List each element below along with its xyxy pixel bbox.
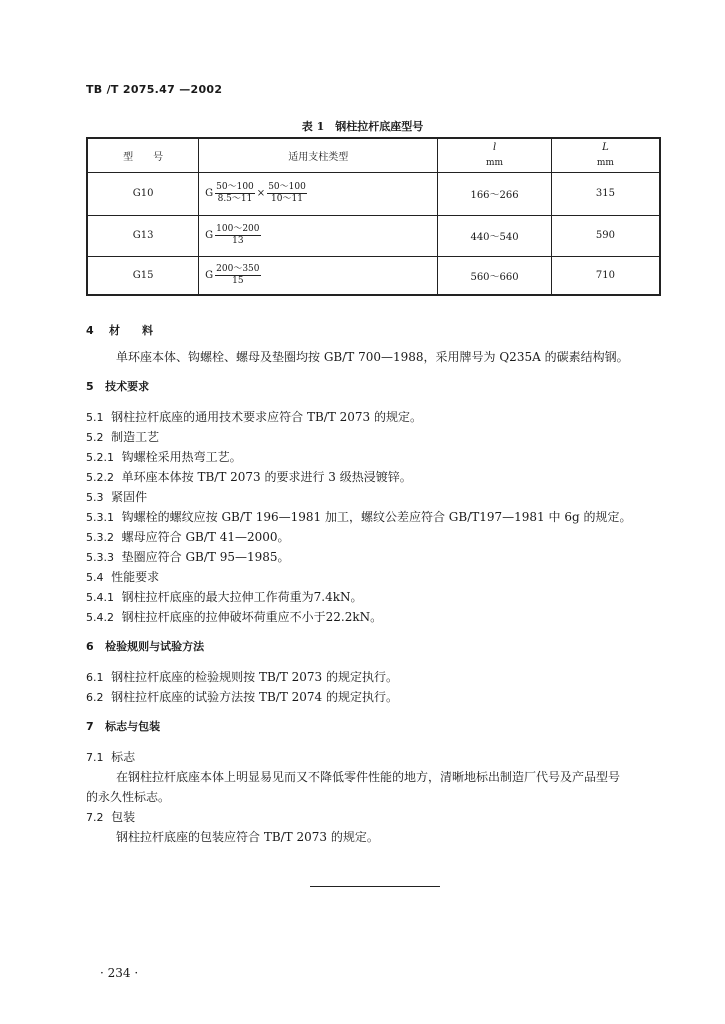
clause-6-2 [86, 688, 398, 705]
clause-text: 单环座本体按 TB/T 2073 的要求进行 3 级热浸镀锌。 [121, 470, 412, 484]
table-caption: 表 1 钢柱拉杆底座型号 [301, 120, 424, 133]
clause-text: 钩螺栓采用热弯工艺。 [121, 450, 242, 464]
clause-number: 5.1 [86, 411, 104, 424]
formula-prefix: G [205, 269, 214, 281]
fraction-denominator: 13 [232, 236, 244, 246]
section-4-heading [86, 322, 153, 338]
cell-L: 315 [551, 172, 660, 215]
fraction-numerator: 100～200 [216, 224, 260, 234]
header-pillar-type: 适用支柱类型 [199, 138, 438, 172]
clause-5-3-3 [86, 548, 290, 565]
section-title: 技术要求 [105, 380, 150, 393]
clause-number: 5.4.1 [86, 591, 114, 604]
clause-5-3-2 [86, 528, 290, 545]
clause-7-1-body-line-2: 的永久性标志。 [86, 790, 171, 804]
clause-5-3 [86, 488, 147, 505]
cell-model: G15 [87, 256, 199, 295]
clause-text: 紧固件 [111, 490, 148, 504]
clause-5-4-2 [86, 608, 382, 625]
clause-text: 钢柱拉杆底座的检验规则按 TB/T 2073 的规定执行。 [111, 670, 398, 684]
header-l-symbol: l [492, 142, 497, 154]
clause-5-1 [86, 408, 422, 425]
clause-text: 包装 [111, 810, 136, 824]
section-number: 6 [86, 640, 94, 653]
clause-number: 7.1 [86, 751, 104, 764]
clause-7-1-body-line-1: 在钢柱拉杆底座本体上明显易见而又不降低零件性能的地方，清晰地标出制造厂代号及产品型号 [116, 770, 621, 784]
fraction-numerator: 50～100 [216, 182, 254, 192]
cell-pillar-formula [199, 256, 438, 295]
section-4-text: 单环座本体、钩螺栓、螺母及垫圈均按 GB/T 700—1988，采用牌号为 Q235A 的碳素结构钢。 [116, 350, 629, 364]
section-title: 材 料 [108, 324, 153, 337]
fraction-numerator: 200～350 [216, 263, 260, 274]
times-sign: × [256, 188, 266, 199]
fraction [215, 182, 255, 205]
section-7-heading [86, 718, 160, 734]
model-table [86, 137, 661, 296]
clause-number: 5.3 [86, 491, 104, 504]
cell-model: G13 [87, 215, 199, 256]
table-row [87, 256, 660, 295]
cell-L: 590 [551, 215, 660, 256]
header-l-unit: mm [486, 158, 504, 169]
clause-text: 钢柱拉杆底座的拉伸破坏荷重应不小于22.2kN。 [121, 610, 383, 624]
clause-number: 5.4.2 [86, 611, 114, 624]
fraction [267, 182, 307, 205]
cell-l: 440～540 [438, 215, 552, 256]
clause-5-3-1 [86, 508, 631, 525]
header-L-unit: mm [596, 158, 614, 169]
clause-5-4 [86, 568, 159, 585]
table-row [87, 172, 660, 215]
clause-7-2-body: 钢柱拉杆底座的包装应符合 TB/T 2073 的规定。 [116, 830, 379, 844]
clause-text: 钢柱拉杆底座的试验方法按 TB/T 2074 的规定执行。 [111, 690, 398, 704]
clause-7-1 [86, 748, 135, 765]
clause-5-4-1 [86, 588, 363, 605]
clause-5-2-2 [86, 468, 412, 485]
clause-5-2 [86, 428, 159, 445]
fraction-denominator: 15 [232, 275, 244, 286]
section-number: 4 [86, 324, 94, 337]
fraction [215, 264, 260, 287]
clause-number: 6.2 [86, 691, 104, 704]
clause-number: 5.2.2 [86, 471, 114, 484]
fraction-denominator: 8.5～11 [217, 194, 253, 204]
cell-l: 560～660 [438, 256, 552, 295]
clause-text: 钢柱拉杆底座的最大拉伸工作荷重为7.4kN。 [121, 590, 363, 604]
clause-text: 钩螺栓的螺纹应按 GB/T 196—1981 加工，螺纹公差应符合 GB/T197—1981 中 6g 的规定。 [121, 510, 632, 524]
section-title: 检验规则与试验方法 [105, 640, 205, 653]
clause-number: 5.4 [86, 571, 104, 584]
standard-number-header: TB /T 2075.47 —2002 [86, 83, 223, 96]
header-L [551, 138, 660, 172]
table-row [87, 215, 660, 256]
cell-pillar-formula [199, 215, 438, 256]
fraction-denominator: 10～11 [271, 194, 303, 204]
page-number: · 234 · [100, 966, 139, 980]
clause-6-1 [86, 668, 398, 685]
clause-number: 6.1 [86, 671, 104, 684]
clause-number: 7.2 [86, 811, 104, 824]
header-L-symbol: L [602, 142, 609, 154]
clause-5-2-1 [86, 448, 242, 465]
header-model: 型 号 [87, 138, 199, 172]
formula-prefix: G [205, 230, 214, 241]
clause-number: 5.3.3 [86, 551, 114, 564]
clause-text: 制造工艺 [111, 430, 160, 444]
clause-number: 5.2 [86, 431, 104, 444]
section-6-heading [86, 638, 204, 654]
section-number: 5 [86, 380, 94, 393]
table-header-row [87, 138, 660, 172]
formula-prefix: G [205, 188, 214, 199]
cell-L: 710 [551, 256, 660, 295]
fraction-numerator: 50～100 [268, 182, 306, 192]
cell-pillar-formula [199, 172, 438, 215]
cell-l: 166～266 [438, 172, 552, 215]
clause-number: 5.3.2 [86, 531, 114, 544]
clause-text: 性能要求 [111, 570, 160, 584]
clause-text: 垫圈应符合 GB/T 95—1985。 [121, 550, 290, 564]
clause-text: 标志 [111, 750, 136, 764]
section-number: 7 [86, 720, 94, 733]
clause-7-2 [86, 808, 135, 825]
clause-text: 钢柱拉杆底座的通用技术要求应符合 TB/T 2073 的规定。 [111, 410, 422, 424]
clause-text: 螺母应符合 GB/T 41—2000。 [121, 530, 290, 544]
fraction [215, 224, 260, 247]
end-rule [310, 886, 440, 887]
section-title: 标志与包装 [105, 720, 161, 733]
clause-number: 5.3.1 [86, 511, 114, 524]
clause-number: 5.2.1 [86, 451, 114, 464]
section-5-heading [86, 378, 149, 394]
cell-model: G10 [87, 172, 199, 215]
header-l [438, 138, 552, 172]
